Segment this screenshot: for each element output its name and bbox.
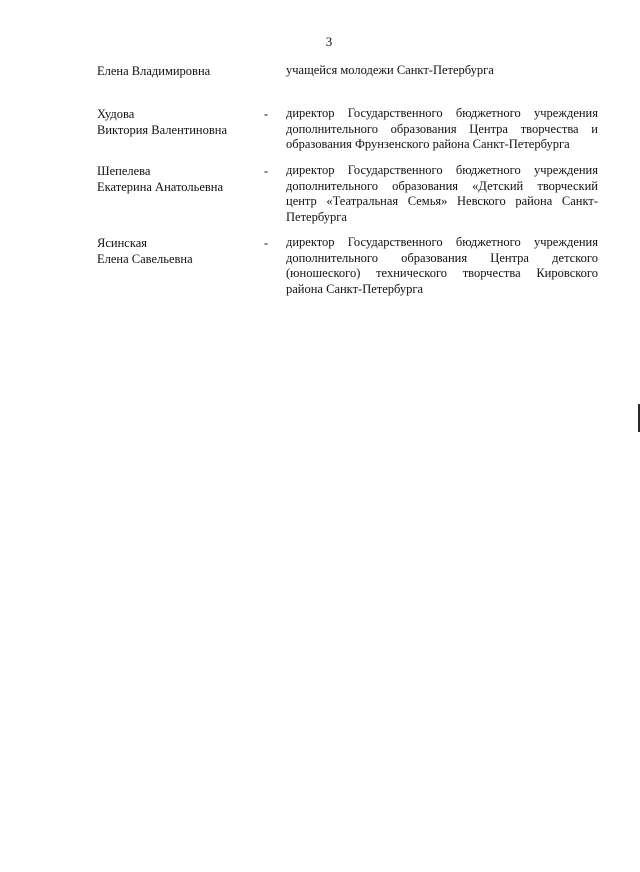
- separator-dash: -: [264, 107, 269, 121]
- person-surname: Худова: [97, 107, 135, 121]
- person-name: [97, 163, 262, 195]
- person-given-names: Виктория Валентиновна: [97, 123, 227, 137]
- person-name: [97, 106, 262, 138]
- person-position: директор Государственного бюджетного учреждения дополнительного образования «Детский творческий центр «Театральная Семья» Невского района Санкт-Петербурга: [286, 163, 598, 224]
- person-name-line: Елена Владимировна: [97, 64, 211, 78]
- person-name: [97, 63, 262, 79]
- separator-dash: -: [264, 236, 269, 250]
- person-given-names: Елена Савельевна: [97, 252, 193, 266]
- person-position: директор Государственного бюджетного учреждения дополнительного образования Центра детского (юношеского) технического творчества Кировского района Санкт-Петербурга: [286, 235, 598, 296]
- person-surname: Ясинская: [97, 236, 147, 250]
- page-number: 3: [325, 34, 333, 49]
- person-position: учащейся молодежи Санкт-Петербурга: [286, 63, 494, 77]
- person-given-names: Екатерина Анатольевна: [97, 180, 224, 194]
- separator-dash: -: [264, 164, 269, 178]
- person-surname: Шепелева: [97, 164, 151, 178]
- person-position: директор Государственного бюджетного учреждения дополнительного образования Центра творчества и образования Фрунзенского района Санкт-Петербурга: [286, 106, 598, 151]
- person-name: [97, 235, 262, 267]
